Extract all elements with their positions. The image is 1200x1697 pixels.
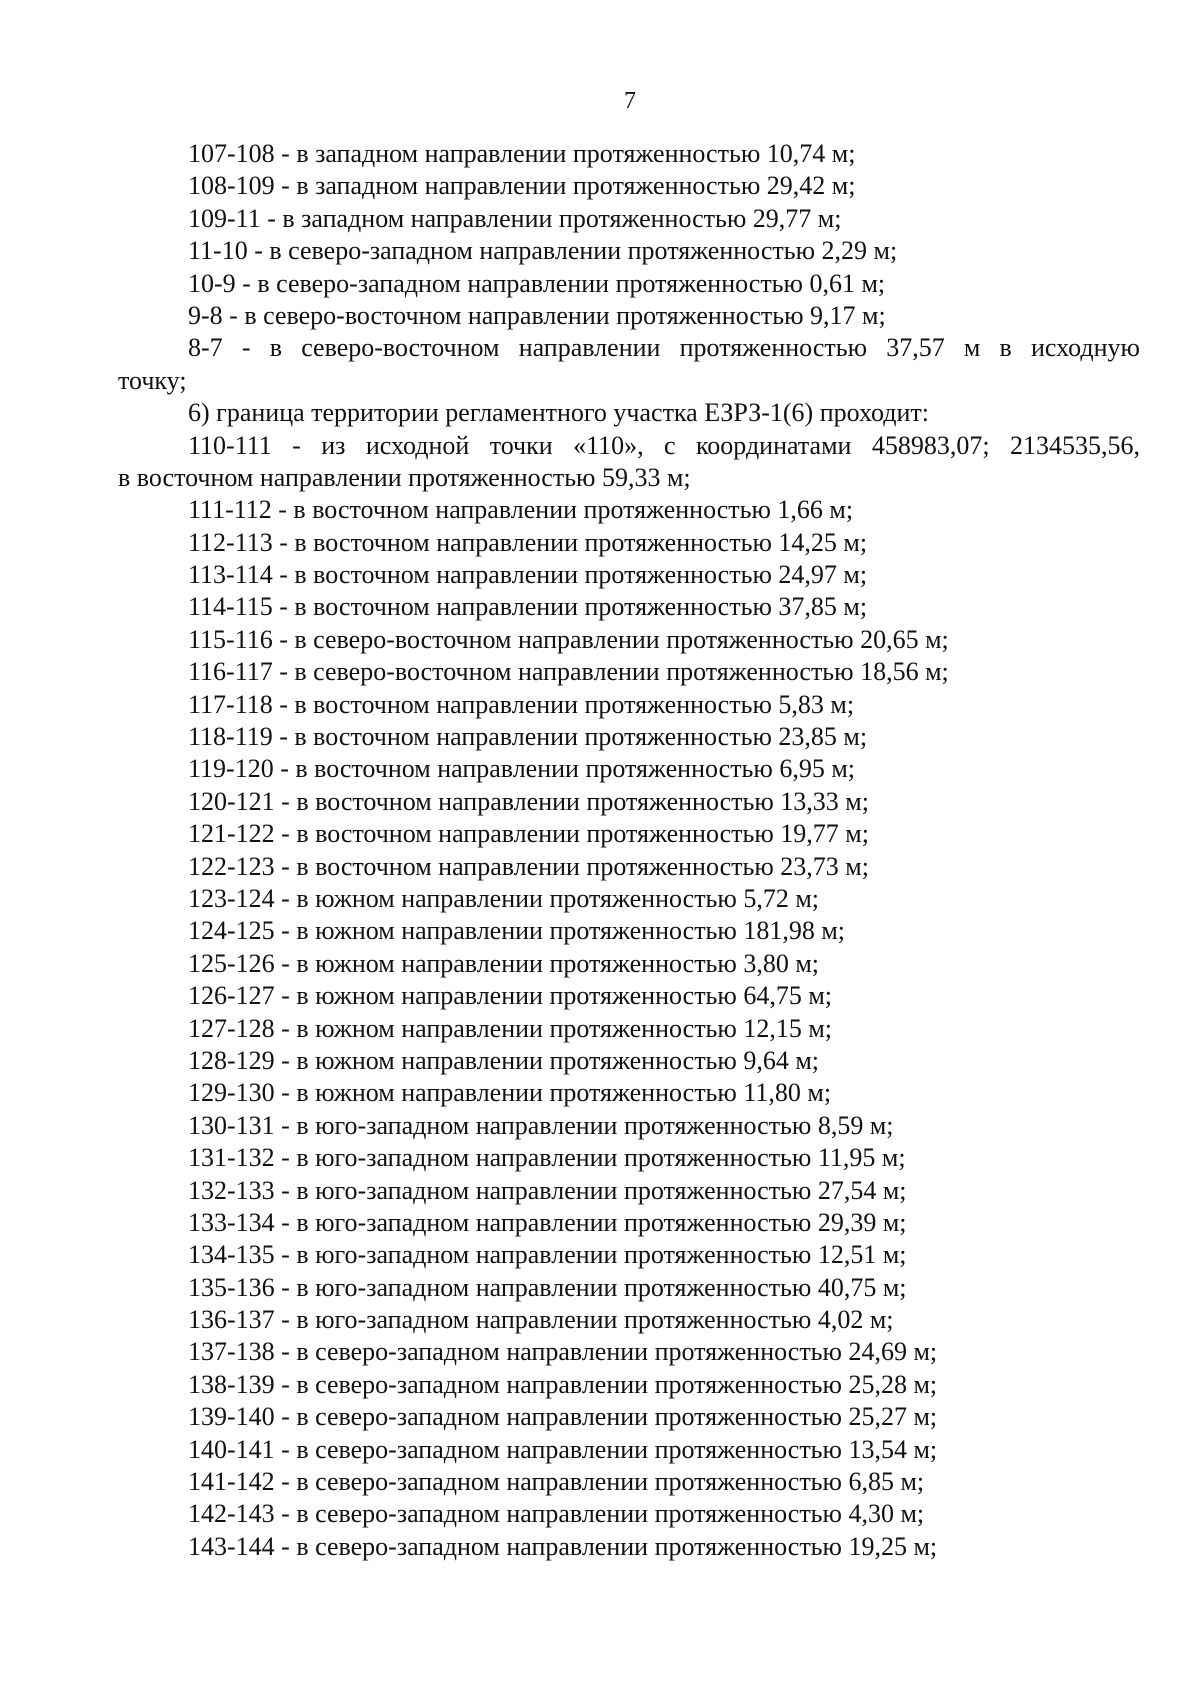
boundary-segment-117-118: 117-118 - в восточном направлении протяженностью 5,83 м; [188, 689, 855, 719]
boundary-segment-136-137: 136-137 - в юго-западном направлении протяженностью 4,02 м; [188, 1305, 894, 1335]
boundary-segment-list [118, 494, 1140, 1563]
boundary-segment-137-138: 137-138 - в северо-западном направлении протяженностью 24,69 м; [188, 1337, 938, 1367]
page-number: 7 [624, 88, 636, 114]
word: исходной [365, 430, 470, 460]
word: протяженностью [679, 333, 868, 363]
word: в [269, 333, 282, 363]
boundary-segment-112-113: 112-113 - в восточном направлении протяженностью 14,25 м; [188, 527, 868, 557]
word: в [999, 333, 1012, 363]
boundary-segment-142-143: 142-143 - в северо-западном направлении протяженностью 4,30 м; [188, 1499, 925, 1529]
word: 37,57 [886, 333, 945, 363]
boundary-segment-139-140: 139-140 - в северо-западном направлении протяженностью 25,27 м; [188, 1402, 938, 1432]
boundary-segment-129-130: 129-130 - в южном направлении протяженностью 11,80 м; [188, 1078, 832, 1108]
boundary-segment-113-114: 113-114 - в восточном направлении протяженностью 24,97 м; [188, 560, 868, 590]
word: 8-7 [188, 333, 223, 363]
boundary-segment-143-144: 143-144 - в северо-западном направлении протяженностью 19,25 м; [188, 1531, 938, 1561]
boundary-segment-109-11: 109-11 - в западном направлении протяженностью 29,77 м; [188, 203, 842, 233]
boundary-segment-134-135: 134-135 - в юго-западном направлении протяженностью 12,51 м; [188, 1240, 907, 1270]
boundary-segment-126-127: 126-127 - в южном направлении протяженностью 64,75 м; [188, 981, 833, 1011]
word: «110», [573, 430, 644, 460]
boundary-segment-119-120: 119-120 - в восточном направлении протяженностью 6,95 м; [188, 754, 856, 784]
word: точки [489, 430, 553, 460]
boundary-segment-9-8: 9-8 - в северо-восточном направлении протяженностью 9,17 м; [188, 300, 886, 330]
word: м [963, 333, 981, 363]
word: 110-111 [188, 430, 272, 460]
boundary-segment-10-9: 10-9 - в северо-западном направлении протяженностью 0,61 м; [188, 268, 886, 298]
boundary-segment-141-142: 141-142 - в северо-западном направлении протяженностью 6,85 м; [188, 1467, 925, 1497]
boundary-segment-116-117: 116-117 - в северо-восточном направлении протяженностью 18,56 м; [188, 657, 949, 687]
boundary-segment-121-122: 121-122 - в восточном направлении протяженностью 19,77 м; [188, 819, 869, 849]
boundary-segment-111-112: 111-112 - в восточном направлении протяженностью 1,66 м; [188, 495, 854, 525]
boundary-segment-123-124: 123-124 - в южном направлении протяженностью 5,72 м; [188, 883, 820, 913]
boundary-segment-131-132: 131-132 - в юго-западном направлении протяженностью 11,95 м; [188, 1143, 906, 1173]
boundary-segment-140-141: 140-141 - в северо-западном направлении протяженностью 13,54 м; [188, 1434, 938, 1464]
boundary-segment-108-109: 108-109 - в западном направлении протяженностью 29,42 м; [188, 171, 856, 201]
word: - [292, 430, 301, 460]
word: 458983,07; [871, 430, 990, 460]
word: северо-восточном [301, 333, 500, 363]
boundary-segment-127-128: 127-128 - в южном направлении протяженностью 12,15 м; [188, 1013, 833, 1043]
word: исходную [1031, 333, 1140, 363]
boundary-segment-132-133: 132-133 - в юго-западном направлении протяженностью 27,54 м; [188, 1175, 907, 1205]
word: с [664, 430, 676, 460]
boundary-segment-135-136: 135-136 - в юго-западном направлении протяженностью 40,75 м; [188, 1272, 907, 1302]
boundary-segment-133-134: 133-134 - в юго-западном направлении протяженностью 29,39 м; [188, 1207, 907, 1237]
boundary-segment-122-123: 122-123 - в восточном направлении протяженностью 23,73 м; [188, 851, 869, 881]
boundary-segment-118-119: 118-119 - в восточном направлении протяженностью 23,85 м; [188, 722, 868, 752]
boundary-segment-115-116: 115-116 - в северо-восточном направлении протяженностью 20,65 м; [188, 624, 949, 654]
boundary-segment-120-121: 120-121 - в восточном направлении протяженностью 13,33 м; [188, 786, 869, 816]
word: 2134535,56, [1010, 430, 1140, 460]
document-body [118, 138, 1140, 1563]
word: направлении [518, 333, 661, 363]
section-heading-ezrz-1-6: 6) граница территории регламентного участка ЕЗРЗ-1(6) проходит: [188, 398, 929, 428]
boundary-segment-125-126: 125-126 - в южном направлении протяженностью 3,80 м; [188, 948, 820, 978]
boundary-segment-114-115: 114-115 - в восточном направлении протяженностью 37,85 м; [188, 592, 868, 622]
boundary-segment-8-7 [118, 332, 1140, 364]
boundary-segment-110-111 [118, 430, 1140, 462]
boundary-segment-11-10: 11-10 - в северо-западном направлении протяженностью 2,29 м; [188, 236, 898, 266]
boundary-segment-110-111-continuation: в восточном направлении протяженностью 59,33 м; [118, 462, 691, 492]
word: из [321, 430, 346, 460]
boundary-segment-138-139: 138-139 - в северо-западном направлении протяженностью 25,28 м; [188, 1369, 938, 1399]
boundary-segment-107-108: 107-108 - в западном направлении протяженностью 10,74 м; [188, 139, 856, 168]
word: координатами [695, 430, 852, 460]
boundary-segment-130-131: 130-131 - в юго-западном направлении протяженностью 8,59 м; [188, 1110, 894, 1140]
boundary-segment-128-129: 128-129 - в южном направлении протяженностью 9,64 м; [188, 1045, 820, 1075]
word: - [241, 333, 251, 363]
boundary-segment-8-7-continuation: точку; [118, 365, 187, 395]
boundary-segment-124-125: 124-125 - в южном направлении протяженностью 181,98 м; [188, 916, 846, 946]
